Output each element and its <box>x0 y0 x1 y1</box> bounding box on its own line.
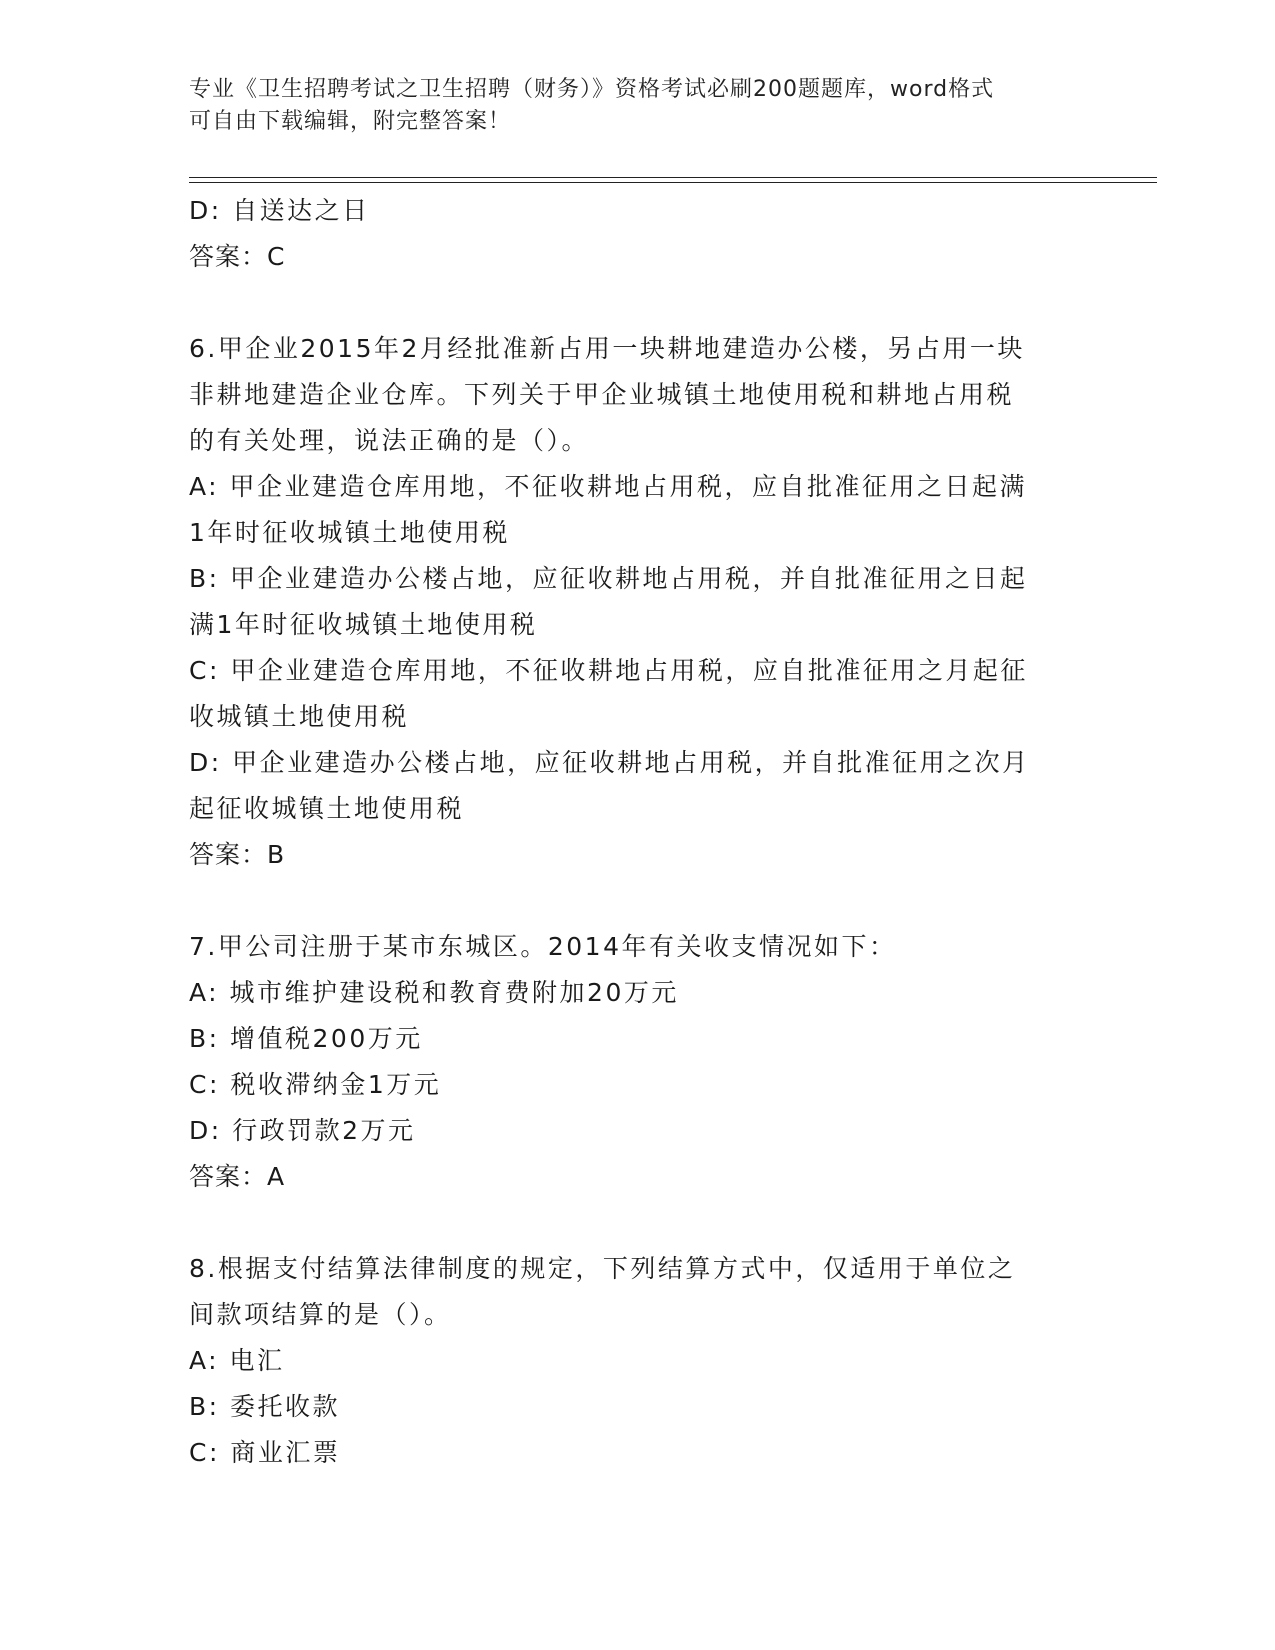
q6-answer: 答案：B <box>189 840 286 869</box>
q6-option-a-line-1: A: 甲企业建造仓库用地，不征收耕地占用税，应自批准征用之日起满 <box>189 472 1028 501</box>
spacer <box>189 878 1089 924</box>
q6-option-d-line-2: 起征收城镇土地使用税 <box>189 794 465 823</box>
document-header <box>189 74 1089 138</box>
q6-option-b-line-2: 满1年时征收城镇土地使用税 <box>189 610 538 639</box>
q6-option-c-line-1: C: 甲企业建造仓库用地，不征收耕地占用税，应自批准征用之月起征 <box>189 656 1028 685</box>
header-line-2: 可自由下载编辑，附完整答案！ <box>189 109 512 134</box>
spacer <box>189 1200 1089 1246</box>
q7-option-d: D: 行政罚款2万元 <box>189 1116 416 1145</box>
q8-stem-line-2: 间款项结算的是（）。 <box>189 1300 452 1329</box>
q6-stem-line-3: 的有关处理，说法正确的是（）。 <box>189 426 590 455</box>
q8-option-c: C: 商业汇票 <box>189 1438 341 1467</box>
q7-option-b: B: 增值税200万元 <box>189 1024 423 1053</box>
q6-option-d-line-1: D: 甲企业建造办公楼占地，应征收耕地占用税，并自批准征用之次月 <box>189 748 1030 777</box>
q5-option-d: D: 自送达之日 <box>189 196 370 225</box>
q6-stem-line-1: 6.甲企业2015年2月经批准新占用一块耕地建造办公楼，另占用一块 <box>189 334 1025 363</box>
q8-stem-line-1: 8.根据支付结算法律制度的规定，下列结算方式中，仅适用于单位之 <box>189 1254 1016 1283</box>
q5-answer: 答案：C <box>189 242 286 271</box>
q6-stem-line-2: 非耕地建造企业仓库。下列关于甲企业城镇土地使用税和耕地占用税 <box>189 380 1015 409</box>
q7-option-a: A: 城市维护建设税和教育费附加20万元 <box>189 978 679 1007</box>
header-line-1: 专业《卫生招聘考试之卫生招聘（财务）》资格考试必刷200题题库，word格式 <box>189 77 995 102</box>
q8-option-a: A: 电汇 <box>189 1346 285 1375</box>
q6-option-b-line-1: B: 甲企业建造办公楼占地，应征收耕地占用税，并自批准征用之日起 <box>189 564 1028 593</box>
q8-option-b: B: 委托收款 <box>189 1392 341 1421</box>
q6-option-a-line-2: 1年时征收城镇土地使用税 <box>189 518 510 547</box>
spacer <box>189 280 1089 326</box>
q7-answer: 答案：A <box>189 1162 286 1191</box>
question-content <box>189 188 1089 1476</box>
header-rule-bottom <box>189 182 1157 183</box>
q7-stem-line-1: 7.甲公司注册于某市东城区。2014年有关收支情况如下： <box>189 932 897 961</box>
q6-option-c-line-2: 收城镇土地使用税 <box>189 702 410 731</box>
header-rule-top <box>189 177 1157 178</box>
q7-option-c: C: 税收滞纳金1万元 <box>189 1070 442 1099</box>
